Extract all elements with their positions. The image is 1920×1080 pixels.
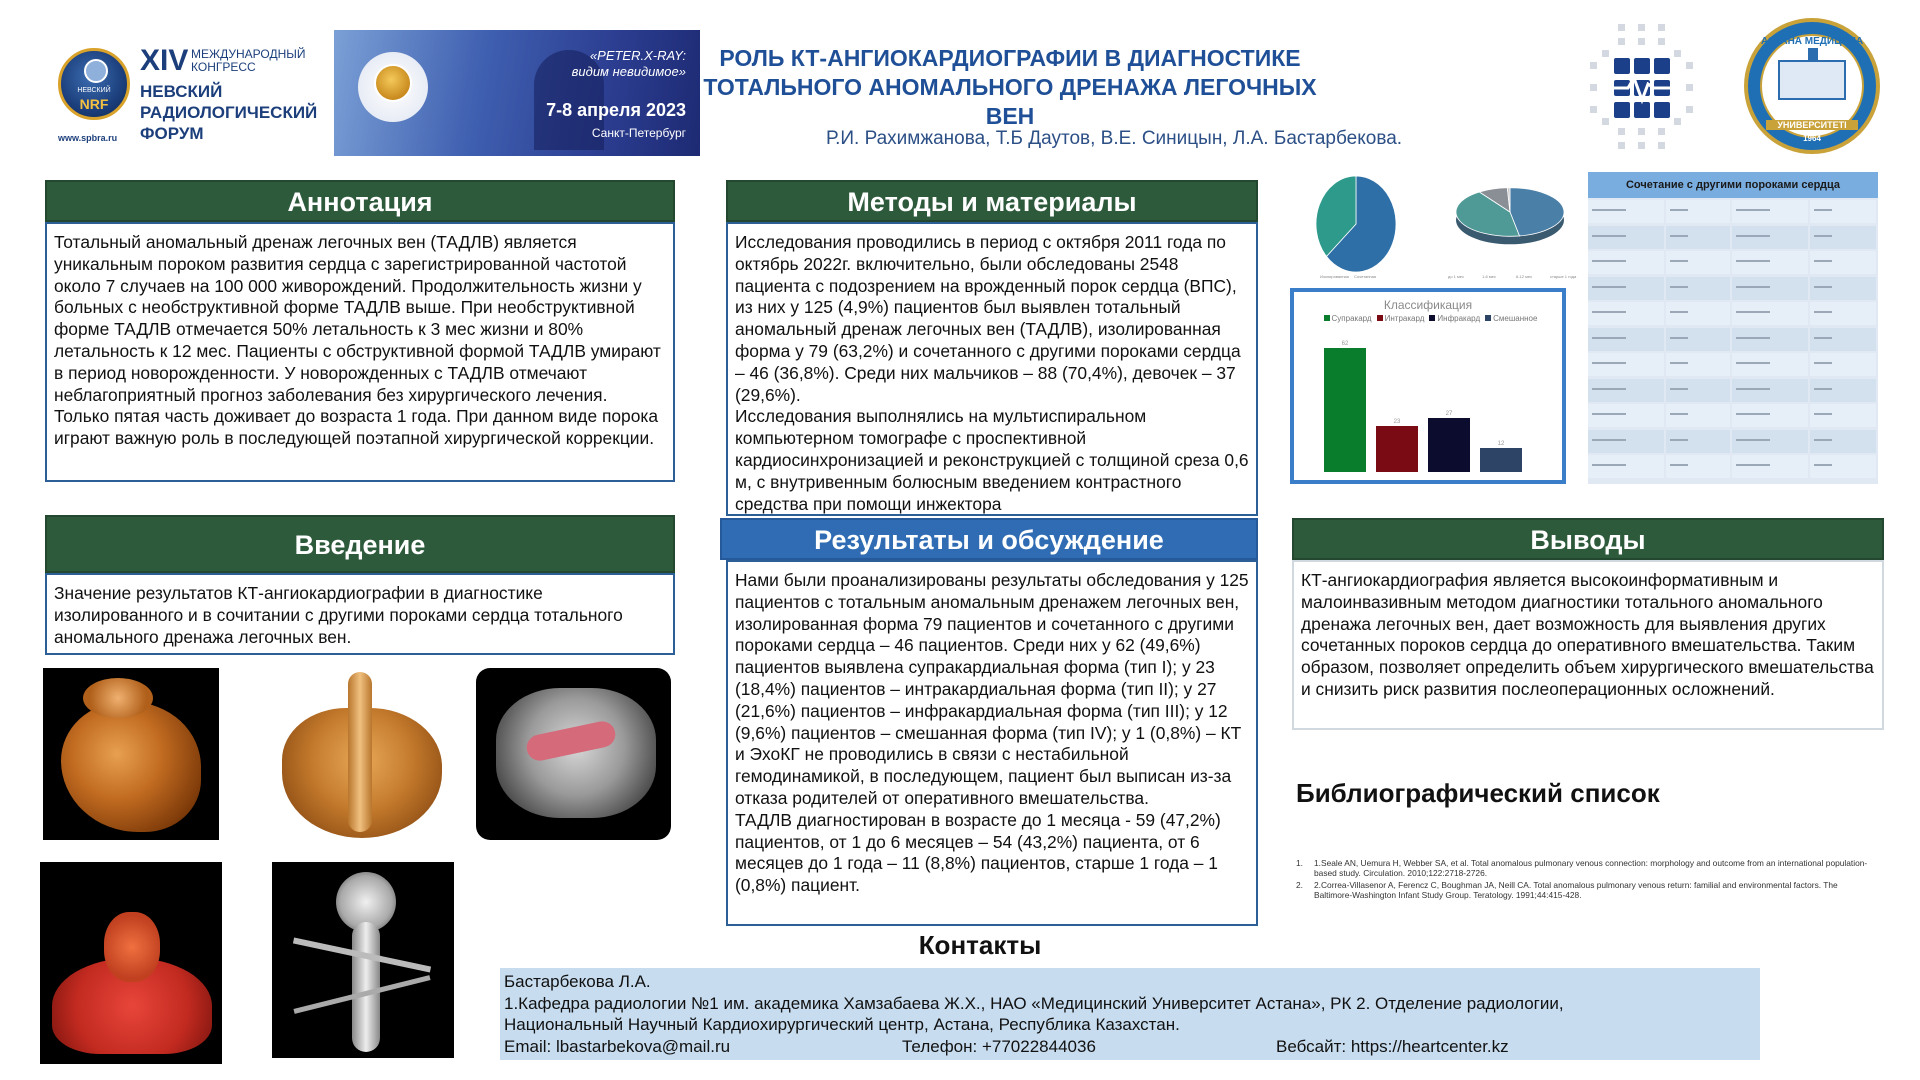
combo-table-cell	[1810, 251, 1876, 274]
ct-image-heart-1	[43, 668, 219, 840]
bibliography-list	[1296, 858, 1876, 900]
combo-table-cell-line	[1814, 439, 1832, 441]
combo-table-cell	[1732, 430, 1808, 453]
combo-table-cell	[1810, 226, 1876, 249]
combo-table-cell-line	[1814, 388, 1832, 390]
bib-item-1: 1.Seale AN, Uemura H, Webber SA, et al. Total anomalous pulmonary venous connection: morphology and outcome from an international population-based study. Circulation. 2010;122:2718-2726.	[1314, 858, 1868, 878]
results-body	[726, 560, 1258, 926]
congress-kind: МЕЖДУНАРОДНЫЙ КОНГРЕСС	[191, 47, 306, 74]
combo-table-cell	[1588, 404, 1664, 427]
combo-table-cell-line	[1592, 311, 1626, 313]
university-building-icon	[1778, 60, 1846, 100]
combo-table-cell	[1588, 430, 1664, 453]
combo-table-cell-line	[1814, 209, 1832, 211]
combo-table-cell	[1666, 328, 1730, 351]
pie-chart-isolated	[1312, 172, 1402, 282]
congress-number: XIV	[140, 44, 189, 77]
combo-table-cell-line	[1736, 439, 1770, 441]
combo-table-cell-line	[1592, 439, 1626, 441]
combo-table-cell	[1588, 200, 1664, 223]
bib-number-2: 2.	[1296, 880, 1303, 890]
university-seal-bottom: УНИВЕРСИТЕТІ	[1766, 120, 1858, 130]
combo-table-cell-line	[1670, 260, 1688, 262]
combo-table-cell	[1666, 379, 1730, 402]
congress-logo	[58, 48, 130, 120]
combo-table-cell	[1732, 226, 1808, 249]
contacts-panel	[500, 968, 1760, 1060]
combo-table-cell	[1810, 302, 1876, 325]
combo-table-cell	[1732, 277, 1808, 300]
combo-table-cell-line	[1814, 413, 1832, 415]
combo-table-cell-line	[1814, 311, 1832, 313]
combo-table-cell-line	[1670, 413, 1688, 415]
bar-Интракард	[1376, 426, 1418, 472]
combo-table-cell-line	[1670, 388, 1688, 390]
legend-label: Супракард	[1331, 314, 1372, 323]
combo-table-cell-line	[1736, 362, 1770, 364]
pie-legend-label: до 1 мес	[1448, 274, 1464, 279]
combo-table-cell-line	[1736, 413, 1770, 415]
combo-table-cell-line	[1814, 286, 1832, 288]
bar-Смешанное	[1480, 448, 1522, 472]
combo-table-cell	[1588, 226, 1664, 249]
combo-table-cell	[1732, 404, 1808, 427]
combo-table-cell	[1732, 328, 1808, 351]
bar-value-label: 62	[1341, 341, 1349, 347]
combo-table-cell	[1732, 353, 1808, 376]
combo-table-cell-line	[1592, 464, 1626, 466]
combo-table	[1588, 172, 1878, 484]
bar-Супракард	[1324, 348, 1366, 472]
results-heading: Результаты и обсуждение	[720, 518, 1258, 560]
combo-table-cell	[1666, 404, 1730, 427]
university-seal-top: АСТАНА МЕДИЦИНА	[1760, 36, 1864, 47]
bibliography-heading: Библиографический список	[1296, 778, 1660, 808]
combo-table-cell-line	[1736, 235, 1770, 237]
congress-name-2: РАДИОЛОГИЧЕСКИЙ	[140, 103, 318, 122]
conclusions-text: КТ-ангиокардиография является высокоинформативным и малоинвазивным методом диагностики тотального аномального дренажа легочных вен, дает возможность для выявления других сочетанных пороков сердца до оперативного вмешательства. Таким образом, позволяет определить объем хирургического вмешательства и снизить риск развития послеоперационных осложнений.	[1301, 570, 1874, 699]
event-banner	[334, 30, 700, 156]
combo-table-cell	[1666, 277, 1730, 300]
combo-table-cell-line	[1592, 209, 1626, 211]
introduction-heading: Введение	[45, 515, 675, 573]
combo-table-cell-line	[1736, 260, 1770, 262]
dots-logo-icon	[1588, 22, 1698, 152]
pie-chart-age-svg	[1440, 172, 1580, 282]
combo-table-cell-line	[1670, 235, 1688, 237]
bar-value-label: 27	[1445, 411, 1453, 417]
poster-title	[700, 44, 1320, 131]
pie-legend-label: Изолированная	[1320, 274, 1349, 279]
combo-table-cell	[1810, 430, 1876, 453]
banner-slogan-1: «PETER.X-RAY:	[589, 48, 686, 63]
combo-table-cell-line	[1736, 388, 1770, 390]
combo-table-cell	[1588, 455, 1664, 478]
combo-table-cell-line	[1736, 286, 1770, 288]
combo-table-title: Сочетание с другими пороками сердца	[1588, 172, 1878, 198]
ct-image-grey-3d	[476, 668, 671, 840]
combo-table-cell-line	[1592, 286, 1626, 288]
combo-table-cell-line	[1592, 337, 1626, 339]
banner-city: Санкт-Петербург	[591, 126, 686, 140]
banner-dates: 7-8 апреля 2023	[546, 100, 686, 120]
congress-name-3: ФОРУМ	[140, 124, 204, 143]
congress-logo-text: NRF	[79, 96, 109, 112]
contacts-website[interactable]: Вебсайт: https://heartcenter.kz	[1276, 1036, 1509, 1056]
combo-table-cell	[1588, 251, 1664, 274]
contacts-email[interactable]: Email: lbastarbekova@mail.ru	[504, 1036, 731, 1056]
combo-table-cell	[1732, 302, 1808, 325]
ct-image-vessels	[272, 862, 454, 1058]
methods-body	[726, 222, 1258, 516]
combo-table-cell	[1810, 277, 1876, 300]
contacts-phone[interactable]: Телефон: +77022844036	[902, 1036, 1096, 1056]
introduction-text: Значение результатов КТ-ангиокардиографии в диагностике изолированного и в сочитании с другими пороками сердца тотального аномального дренажа легочных вен.	[54, 583, 623, 647]
bib-item-2: 2.Correa-Villasenor A, Ferencz C, Boughman JA, Neill CA. Total anomalous pulmonary venous return: familial and environmental factors. The Baltimore-Washington Infant Study Group. Teratology. 1991;44:415-428.	[1314, 880, 1838, 900]
introduction-body	[45, 573, 675, 655]
combo-table-cell-line	[1592, 413, 1626, 415]
poster-authors: Р.И. Рахимжанова, Т.Б Даутов, В.Е. Синицын, Л.А. Бастарбекова.	[826, 128, 1403, 149]
combo-table-cell	[1732, 200, 1808, 223]
combo-table-cell-line	[1592, 235, 1626, 237]
poster-title-line-1: РОЛЬ КТ-АНГИОКАРДИОГРАФИИ В ДИАГНОСТИКЕ	[719, 45, 1301, 71]
results-para-2: ТАДЛВ диагностирован в возрасте до 1 месяца - 59 (47,2%) пациентов, от 1 до 6 месяцев – 54 (43,2%) пациента, от 6 месяцев до 1 года – 11 (8,8%) пациентов, старше 1 года – 1 (0,8%) пациент.	[735, 809, 1221, 896]
combo-table-cell-line	[1592, 388, 1626, 390]
combo-table-cell-line	[1670, 362, 1688, 364]
combo-table-cell	[1588, 328, 1664, 351]
combo-table-cell	[1666, 353, 1730, 376]
combo-table-cell	[1732, 251, 1808, 274]
combo-table-cell	[1666, 455, 1730, 478]
pie-legend-label: 1-6 мес	[1482, 274, 1496, 279]
congress-name-1: НЕВСКИЙ	[140, 82, 223, 101]
combo-table-cell-line	[1670, 311, 1688, 313]
combo-table-cell-line	[1592, 260, 1626, 262]
combo-table-cell	[1810, 404, 1876, 427]
combo-table-cell-line	[1814, 260, 1832, 262]
combo-table-cell	[1588, 277, 1664, 300]
combo-table-cell	[1588, 353, 1664, 376]
combo-table-cell	[1810, 328, 1876, 351]
pie-chart-isolated-svg	[1312, 172, 1402, 282]
legend-label: Смешанное	[1493, 314, 1538, 323]
contacts-name: Бастарбекова Л.А.	[504, 972, 651, 991]
bar-chart-classification	[1290, 288, 1566, 484]
combo-table-cell	[1666, 430, 1730, 453]
combo-table-cell	[1588, 302, 1664, 325]
combo-table-cell-line	[1670, 464, 1688, 466]
poster-title-line-2: ТОТАЛЬНОГО АНОМАЛЬНОГО ДРЕНАЖА ЛЕГОЧНЫХ ВЕН	[703, 74, 1317, 129]
combo-table-cell-line	[1670, 439, 1688, 441]
methods-para-2: Исследования выполнялись на мультиспиральном компьютерном томографе с проспективной кардиосинхронизацией и реконструкцией с толщиной среза 0,6 м, с внутривенным болюсным введением контрастного средства при помощи инжектора	[735, 406, 1249, 514]
combo-table-cell	[1588, 379, 1664, 402]
university-seal-year: 1964	[1803, 134, 1821, 143]
contacts-affiliation: 1.Кафедра радиологии №1 им. академика Хамзабаева Ж.Х., НАО «Медицинский Университет Астана», РК 2. Отделение радиологии, Национальный Научный Кардиохирургический центр, Астана, Республика Казахстан.	[504, 993, 1564, 1034]
ct-image-heart-2	[272, 668, 454, 840]
combo-table-cell	[1666, 251, 1730, 274]
annotation-heading: Аннотация	[45, 180, 675, 222]
results-para-1: Нами были проанализированы результаты обследования у 125 пациентов с тотальным аномальным дренажем легочных вен, изолированная форма 79 пациентов и сочетанного с другими пороками сердца – 46 пациентов. Среди них у 62 (49,6%) пациентов выявлена супракардиальная форма (тип I); у 23 (18,4%) пациентов – интракардиальная форма (тип II); у 27 (21,6%) пациентов – инфракардиальная форма (тип III); у 12 (9,6%) пациентов – смешанная форма (тип IV); у 1 (0,8%) – КТ и ЭхоКГ не проводились в связи с нестабильной гемодинамикой, в последующем, пациент был выписан из-за отказа родителей от оперативного вмешательства.	[735, 570, 1249, 808]
bib-number-1: 1.	[1296, 858, 1303, 868]
combo-table-cell-line	[1736, 311, 1770, 313]
combo-table-cell	[1732, 379, 1808, 402]
pie-legend-label: старше 1 года	[1550, 274, 1577, 279]
combo-table-cell	[1666, 302, 1730, 325]
combo-table-cell-line	[1592, 362, 1626, 364]
congress-site[interactable]: www.spbra.ru	[58, 133, 118, 143]
combo-table-cell	[1810, 455, 1876, 478]
combo-table-cell	[1810, 200, 1876, 223]
pie-legend-label: 6-12 мес	[1516, 274, 1533, 279]
methods-heading: Методы и материалы	[726, 180, 1258, 222]
combo-table-cell	[1666, 226, 1730, 249]
combo-table-cell-line	[1670, 209, 1688, 211]
combo-table-cell	[1810, 379, 1876, 402]
congress-logo-small: НЕВСКИЙ	[77, 87, 111, 94]
combo-table-cell	[1810, 353, 1876, 376]
methods-para-1: Исследования проводились в период с октября 2011 года по октябрь 2022г. включительно, были обследованы 2548 пациента с подозрением на врожденный порок сердца (ВПС), из них у 125 (4,9%) пациентов был выявлен тотальный аномальный дренаж легочных вен (ТАДЛВ), изолированная форма у 79 (63,2%) и сочетанного с другими пороками сердца – 46 (36,8%). Среди них мальчиков – 88 (70,4%), девочек – 37 (29,6%).	[735, 232, 1241, 405]
pie-chart-age	[1440, 172, 1580, 282]
combo-table-cell-line	[1736, 464, 1770, 466]
annotation-text: Тотальный аномальный дренаж легочных вен (ТАДЛВ) является уникальным пороком развития сердца с зарегистрированной частотой около 7 случаев на 100 000 живорождений. Продолжительность жизни у больных с необструктивной форме ТАДЛВ выше. При необструктивной форме ТАДЛВ отмечается 50% летальность к 3 мес жизни и 80% летальность к 12 мес. Пациенты с обструктивной формой ТАДЛВ умирают в период новорожденности. У новорожденных с ТАДЛВ отмечают неблагоприятный прогноз заболевания без хирургического лечения. Только пятая часть доживает до возраста 1 года. При данном виде порока играют важную роль в последующей поэтапной хирургической коррекции.	[54, 232, 661, 449]
bar-chart-svg	[1294, 292, 1562, 480]
bar-chart-title: Классификация	[1383, 298, 1473, 312]
contacts-heading: Контакты	[918, 930, 1042, 960]
university-seal	[1744, 18, 1880, 154]
combo-table-cell	[1666, 200, 1730, 223]
legend-label: Инфракард	[1437, 314, 1481, 323]
annotation-body	[45, 222, 675, 482]
pie-legend-label: Сочетанная	[1354, 274, 1377, 279]
conclusions-heading: Выводы	[1292, 518, 1884, 560]
combo-table-cell-line	[1736, 209, 1770, 211]
combo-table-cell-line	[1814, 464, 1832, 466]
conclusions-body	[1292, 560, 1884, 730]
bar-value-label: 12	[1497, 441, 1505, 447]
combo-table-cell-line	[1670, 337, 1688, 339]
ct-image-lungs	[40, 862, 222, 1064]
combo-table-cell-line	[1814, 362, 1832, 364]
banner-slogan-2: видим невидимое»	[571, 64, 686, 79]
combo-table-cell-line	[1814, 235, 1832, 237]
combo-table-cell-line	[1736, 337, 1770, 339]
bar-Инфракард	[1428, 418, 1470, 472]
combo-table-cell-line	[1670, 286, 1688, 288]
bar-value-label: 23	[1393, 419, 1401, 425]
legend-label: Интракард	[1384, 314, 1425, 323]
combo-table-cell	[1732, 455, 1808, 478]
combo-table-cell-line	[1814, 337, 1832, 339]
